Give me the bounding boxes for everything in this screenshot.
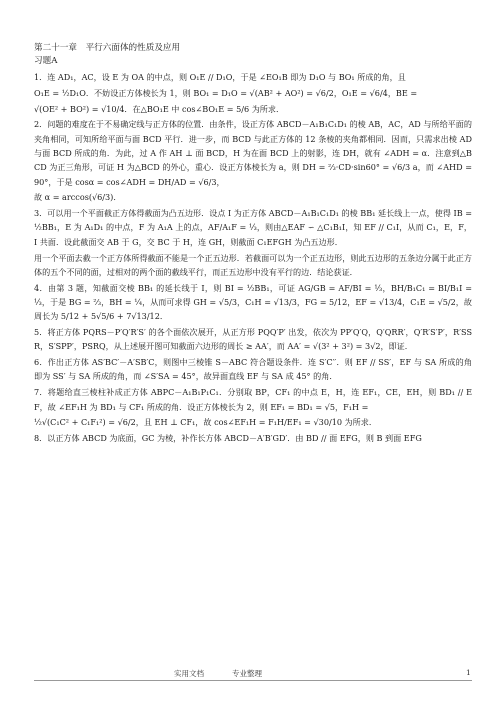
paragraph: 3．可以用一个平面截正方体得截面为凸五边形．设点 I 为正方体 ABCD－A₁B₁C₁D₁ 的棱 BB₁ 延长线上一点，使得 IB = ½BB₁，E 为 A₁D₁ 的中点，F 为 A₁A 上的点，AF/A₁F = ⅓，则由△EAF ∽ △C₁B₁I，知 EF // C₁I，从而 C₁，E，F，I 共面．设此截面交 AB 于 G，交 BC 于 H，连 GH，则截面 C₁EFGH 为凸五边形． (34, 208, 472, 247)
paragraph: 8．以正方体 ABCD 为底面，GC 为棱，补作长方体 ABCD－A′B′GD′．由 BD // 面 EFG，则 B 到面 EFG (34, 433, 422, 444)
page-number: 1 (466, 668, 471, 677)
paragraph: 2．问题的难度在于不易确定线与正方体的位置．由条件，设正方体 ABCD－A₁B₁C₁D₁ 的棱 AB，AC，AD 与所给平面的夹角相同，可知所给平面与面 BCD 平行．进一步，而 BCD 与此正方体的 12 条棱的夹角都相同．因而，只需求出棱 AD 与面 BCD 所成的角．为此，过 A 作 AH ⊥ 面 BCD，H 为在面 BCD 上的射影，连 DH，就有 ∠ADH = α．注意到△BCD 为正三角形，可证 H 为△BCD 的外心，重心．设正方体棱长为 a，则 DH = ⅔·CD·sin60° = √6/3 a，而 ∠AHD = 90°，于是 cosα = cos∠ADH = DH/AD = √6/3， (34, 119, 472, 187)
footer-left-text: 实用文档 (174, 669, 204, 678)
paragraph: 用一个平面去截一个正方体所得截面不能是一个正五边形．若截面可以为一个正五边形，则此五边形的五条边分属于此正方体的五个不同的面，过相对的两个面的截线平行，而正五边形中没有平行的边．结论获证． (34, 252, 472, 277)
document-page (34, 42, 472, 447)
paragraph: 7．将题给直三棱柱补成正方体 ABPC－A₁B₁P₁C₁．分别取 BP，CF₁ 的中点 E，H，连 EF₁，CE，EH，则 BD₁ // EF，故 ∠EF₁H 为 BD₁ 与 CF₁ 所成的角．设正方体棱长为 2，则 EF₁ = BD₁ = √5，F₁H = (34, 387, 472, 412)
paragraph: √(OE² + BO²) = √10/4．在△BO₁E 中 cos∠BO₁E = 5/6 为所求． (34, 103, 285, 114)
section-label: 习题A (34, 56, 58, 66)
body-text (34, 70, 472, 445)
paragraph: 故 α = arccos(√6/3)． (34, 192, 122, 203)
paragraph: 6．作出正方体 AS′BC′－A′SB′C，则图中三棱锥 S－ABC 符合题设条件．连 S′C′′．则 EF // SS′，EF 与 SA 所成的角即为 SS′ 与 SA 所成的角，而 ∠S′SA = 45°，故异面直线 EF 与 SA 成 45° 的角． (34, 357, 472, 382)
paragraph: O₁E = ½D₁O．不妨设正方体棱长为 1，则 BO₁ = D₁O = √(AB² + AO²) = √6/2，O₁E = √6/4，BE = (34, 87, 418, 98)
footer-center-text: 专业整理 (232, 669, 262, 678)
paragraph: 4．由第 3 题，知截面交棱 BB₁ 的延长线于 I，则 BI = ½BB₁，可证 AG/GB = AF/BI = ⅓，BH/B₁C₁ = BI/B₁I = ⅓，于是 BG = ⅔，BH = ¼，从而可求得 GH = √5/3，C₁H = √13/3，FG = 5/12，EF = √13/4，C₁E = √5/2，故周长为 5/12 + 5√5/6 + 7√13/12． (34, 282, 472, 322)
paragraph: ½√(C₁C² + C₁F₁²) = √6/2，且 EH ⊥ CF₁，故 cos∠EF₁H = F₁H/EF₁ = √30/10 为所求． (34, 417, 377, 428)
footer-divider (34, 680, 472, 681)
paragraph: 5．将正方体 PQRS－P′Q′R′S′ 的各个面依次展开，从正方形 PQQ′P′ 出发，依次为 PP′Q′Q，Q′QRR′，Q′R′S′P′，R′SSR，S′SPP′，PSRQ，从上述展开图可知截面六边形的周长 ≥ AA′，而 AA′ = √(3² + 3²) = 3√2，即证． (34, 327, 472, 352)
paragraph: 1．连 AD₁，AC，设 E 为 OA 的中点，则 O₁E // D₁O，于是 ∠EO₁B 即为 D₁O 与 BO₁ 所成的角，且 (34, 72, 406, 82)
chapter-heading: 第二十一章 平行六面体的性质及应用 (34, 43, 181, 53)
